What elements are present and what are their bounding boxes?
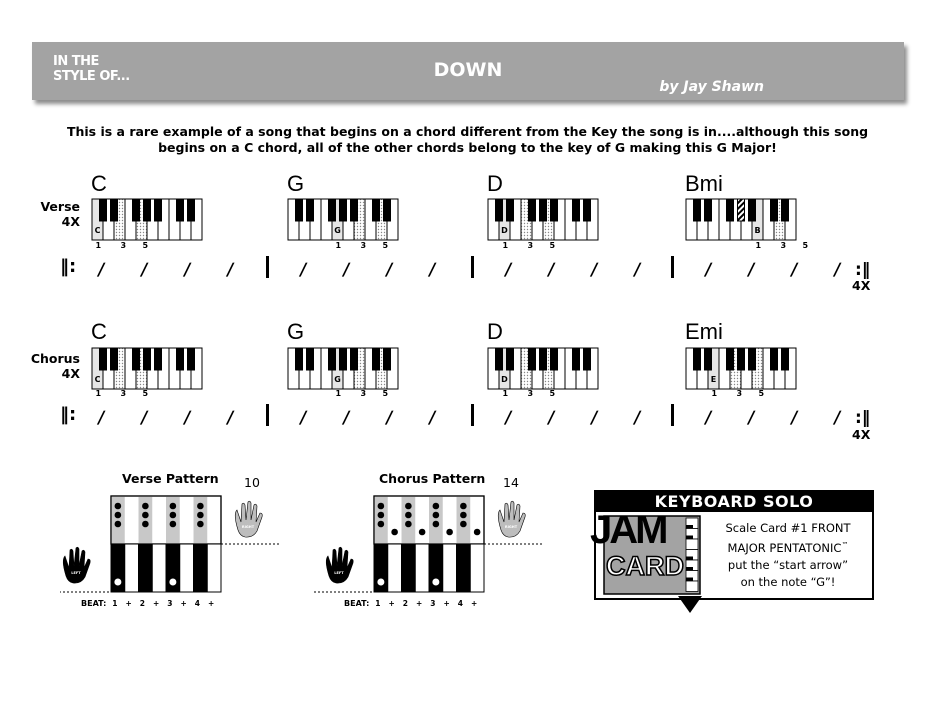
measure-barline — [471, 256, 474, 278]
song-title: DOWN — [433, 59, 503, 81]
black-key — [155, 348, 162, 370]
rhythm-patterns — [60, 490, 580, 615]
finger-number: 5 — [549, 241, 556, 250]
beat-slash: / — [746, 260, 756, 280]
beat-slash: / — [96, 260, 106, 280]
verse-slash-row — [60, 256, 880, 284]
style-line-2: STYLE OF... — [53, 69, 130, 84]
beat-slash: / — [832, 260, 842, 280]
svg-text:1: 1 — [375, 599, 381, 608]
measure-barline — [671, 404, 674, 426]
root-note-label: G — [334, 226, 341, 235]
verse-chord-keyboard — [91, 198, 205, 242]
black-key — [540, 348, 547, 370]
chorus-pattern-title: Chorus Pattern — [379, 471, 486, 486]
black-key — [771, 348, 778, 370]
svg-text:+: + — [443, 599, 450, 608]
chorus-pattern-number: 14 — [503, 475, 519, 490]
black-key — [133, 199, 140, 221]
chorus-chord-name: Emi — [685, 319, 723, 344]
black-key — [507, 348, 514, 370]
beat-slash: / — [225, 408, 235, 428]
finger-number: 5 — [142, 389, 149, 398]
finger-number: 3 — [120, 241, 127, 250]
verse-chord-name: G — [287, 171, 305, 196]
style-line-1: IN THE — [53, 54, 99, 69]
svg-text:+: + — [470, 599, 478, 608]
svg-text:+: + — [388, 599, 395, 608]
svg-text:4: 4 — [457, 599, 463, 608]
black-key — [584, 199, 591, 221]
black-key — [573, 199, 580, 221]
chorus-pattern-grid — [314, 496, 544, 608]
root-note-label: D — [501, 375, 508, 384]
verse-chord-keyboard — [487, 198, 601, 242]
finger-number: 3 — [527, 241, 534, 250]
root-note-label: C — [94, 375, 101, 384]
verse-pattern-grid — [60, 496, 281, 608]
black-key — [307, 199, 314, 221]
solo-line-2-text: MAJOR PENTATONIC — [727, 540, 842, 555]
chorus-chord-keyboard — [487, 347, 601, 391]
svg-text:BEAT:: BEAT: — [81, 599, 107, 608]
intro-line-1: This is a rare example of a song that begins on a chord different from the Key the song is in....although this song — [66, 124, 869, 139]
black-key — [540, 199, 547, 221]
black-key — [188, 348, 195, 370]
black-key — [496, 199, 503, 221]
svg-text:+: + — [125, 599, 132, 608]
beat-slash: / — [225, 260, 235, 280]
chorus-chord-name: D — [487, 319, 503, 344]
beat-slash: / — [703, 260, 713, 280]
black-key — [329, 348, 336, 370]
chorus-chord-keyboard — [91, 347, 205, 391]
root-note-label: B — [754, 226, 761, 235]
svg-text:+: + — [152, 599, 160, 608]
black-key — [738, 199, 745, 221]
verse-chord-name: C — [91, 171, 107, 196]
black-key — [705, 199, 712, 221]
jam-logo-text: JAM — [590, 508, 666, 552]
black-key — [507, 199, 514, 221]
black-key — [384, 348, 391, 370]
black-key — [384, 199, 391, 221]
svg-text:LEFT: LEFT — [71, 571, 81, 575]
verse-chord-name: D — [487, 171, 503, 196]
finger-number: 5 — [382, 389, 389, 398]
beat-slash: / — [746, 408, 756, 428]
svg-text:+: + — [415, 599, 423, 608]
black-key — [100, 348, 107, 370]
beat-slash: / — [589, 260, 599, 280]
verse-pattern-number: 10 — [244, 475, 260, 490]
solo-line-3: put the “start arrow” — [727, 557, 849, 572]
black-key — [155, 199, 162, 221]
finger-number: 1 — [95, 241, 102, 250]
intro-line-2: begins on a C chord, all of the other chords belong to the key of G making this G Major! — [158, 140, 777, 155]
start-arrow — [676, 596, 706, 616]
black-key — [551, 348, 558, 370]
verse-chord-name: Bmi — [685, 171, 723, 196]
title-banner — [32, 42, 904, 100]
root-note-label: D — [501, 226, 508, 235]
verse-pattern-title: Verse Pattern — [122, 471, 219, 486]
black-key — [351, 348, 358, 370]
finger-number: 3 — [780, 241, 787, 250]
finger-number: 1 — [755, 241, 762, 250]
solo-line-1: Scale Card #1 FRONT — [725, 521, 851, 535]
finger-number: 1 — [502, 241, 509, 250]
keyboard-solo-header: KEYBOARD SOLO — [596, 492, 872, 512]
finger-number: 3 — [120, 389, 127, 398]
black-key — [727, 348, 734, 370]
beat-slash: / — [139, 260, 149, 280]
beat-slash: / — [632, 408, 642, 428]
black-key — [782, 199, 789, 221]
black-key — [307, 348, 314, 370]
black-key — [782, 348, 789, 370]
black-key — [529, 348, 536, 370]
repeat-end-sign: :‖ — [855, 408, 871, 428]
chorus-chord-name: C — [91, 319, 107, 344]
black-key — [584, 348, 591, 370]
jam-card-keys — [686, 518, 698, 592]
black-key — [296, 348, 303, 370]
solo-line-2 — [708, 537, 868, 557]
verse-chord-keyboard — [287, 198, 401, 242]
black-key — [100, 199, 107, 221]
black-key — [749, 199, 756, 221]
verse-chord-keyboard — [685, 198, 799, 242]
beat-slash: / — [298, 260, 308, 280]
black-key — [144, 348, 151, 370]
measure-barline — [266, 404, 269, 426]
black-key — [694, 348, 701, 370]
chorus-label — [30, 351, 80, 381]
intro-text — [60, 124, 875, 156]
beat-slash: / — [427, 260, 437, 280]
beat-slash: / — [427, 408, 437, 428]
svg-text:+: + — [180, 599, 187, 608]
beat-slash: / — [182, 260, 192, 280]
root-note-label: E — [710, 375, 717, 384]
measure-barline — [471, 404, 474, 426]
root-note-label: G — [334, 375, 341, 384]
measure-barline — [671, 256, 674, 278]
keyboard-solo-box — [590, 490, 874, 600]
trademark-symbol: ™ — [841, 541, 849, 549]
verse-label-text: Verse — [40, 199, 80, 214]
black-key — [529, 199, 536, 221]
solo-instructions — [708, 520, 868, 591]
beat-slash: / — [96, 408, 106, 428]
beat-slash: / — [503, 260, 513, 280]
black-key — [373, 348, 380, 370]
verse-end-repeat: 4X — [852, 278, 871, 293]
svg-text:4: 4 — [194, 599, 200, 608]
black-key — [111, 348, 118, 370]
svg-text:1: 1 — [112, 599, 118, 608]
finger-number: 3 — [360, 241, 367, 250]
finger-number: 5 — [549, 389, 556, 398]
black-key — [177, 199, 184, 221]
verse-repeat-count: 4X — [61, 214, 80, 229]
finger-number: 5 — [802, 241, 809, 250]
black-key — [551, 199, 558, 221]
beat-slash: / — [832, 408, 842, 428]
finger-number: 1 — [335, 389, 342, 398]
verse-label — [30, 199, 80, 229]
repeat-start-sign: ‖: — [60, 404, 77, 425]
beat-slash: / — [341, 408, 351, 428]
chorus-repeat-count: 4X — [61, 366, 80, 381]
svg-text:3: 3 — [430, 599, 436, 608]
black-key — [340, 348, 347, 370]
measure-barline — [266, 256, 269, 278]
beat-slash: / — [632, 260, 642, 280]
finger-number: 1 — [95, 389, 102, 398]
beat-slash: / — [546, 260, 556, 280]
black-key — [694, 199, 701, 221]
svg-text:3: 3 — [167, 599, 173, 608]
finger-number: 5 — [142, 241, 149, 250]
chorus-label-text: Chorus — [30, 351, 80, 366]
black-key — [111, 199, 118, 221]
beat-slash: / — [503, 408, 513, 428]
repeat-end-sign: :‖ — [855, 260, 871, 280]
svg-text:RIGHT: RIGHT — [504, 525, 518, 529]
beat-slash: / — [384, 408, 394, 428]
black-key — [177, 348, 184, 370]
black-key — [188, 199, 195, 221]
black-key — [727, 199, 734, 221]
beat-slash: / — [341, 260, 351, 280]
black-key — [738, 348, 745, 370]
chorus-chord-keyboard — [685, 347, 799, 391]
finger-number: 3 — [360, 389, 367, 398]
finger-number: 3 — [527, 389, 534, 398]
black-key — [329, 199, 336, 221]
start-arrow-shape — [678, 596, 702, 613]
beat-slash: / — [589, 408, 599, 428]
black-key — [573, 348, 580, 370]
black-key — [133, 348, 140, 370]
svg-text:2: 2 — [139, 599, 145, 608]
black-key — [144, 199, 151, 221]
solo-line-4: on the note “G”! — [740, 574, 836, 589]
black-key — [496, 348, 503, 370]
chorus-slash-row — [60, 404, 880, 432]
black-key — [771, 199, 778, 221]
svg-text:2: 2 — [402, 599, 408, 608]
beat-slash: / — [384, 260, 394, 280]
black-key — [351, 199, 358, 221]
black-key — [296, 199, 303, 221]
repeat-start-sign: ‖: — [60, 256, 77, 277]
beat-slash: / — [703, 408, 713, 428]
chorus-chord-keyboard — [287, 347, 401, 391]
chorus-end-repeat: 4X — [852, 427, 871, 442]
finger-number: 1 — [335, 241, 342, 250]
beat-slash: / — [139, 408, 149, 428]
black-key — [340, 199, 347, 221]
artist-byline: by Jay Shawn — [659, 79, 764, 95]
beat-slash: / — [789, 260, 799, 280]
black-key — [373, 199, 380, 221]
svg-text:BEAT:: BEAT: — [344, 599, 370, 608]
beat-slash: / — [789, 408, 799, 428]
svg-text:RIGHT: RIGHT — [241, 525, 255, 529]
beat-slash: / — [546, 408, 556, 428]
black-key — [705, 348, 712, 370]
chorus-chord-name: G — [287, 319, 305, 344]
beat-slash: / — [298, 408, 308, 428]
black-key — [749, 348, 756, 370]
svg-text:LEFT: LEFT — [334, 571, 344, 575]
finger-number: 5 — [382, 241, 389, 250]
svg-text:+: + — [207, 599, 215, 608]
card-logo-text: CARD — [606, 551, 684, 581]
finger-number: 3 — [736, 389, 743, 398]
finger-number: 1 — [711, 389, 718, 398]
beat-slash: / — [182, 408, 192, 428]
finger-number: 1 — [502, 389, 509, 398]
finger-number: 5 — [758, 389, 765, 398]
root-note-label: C — [94, 226, 101, 235]
